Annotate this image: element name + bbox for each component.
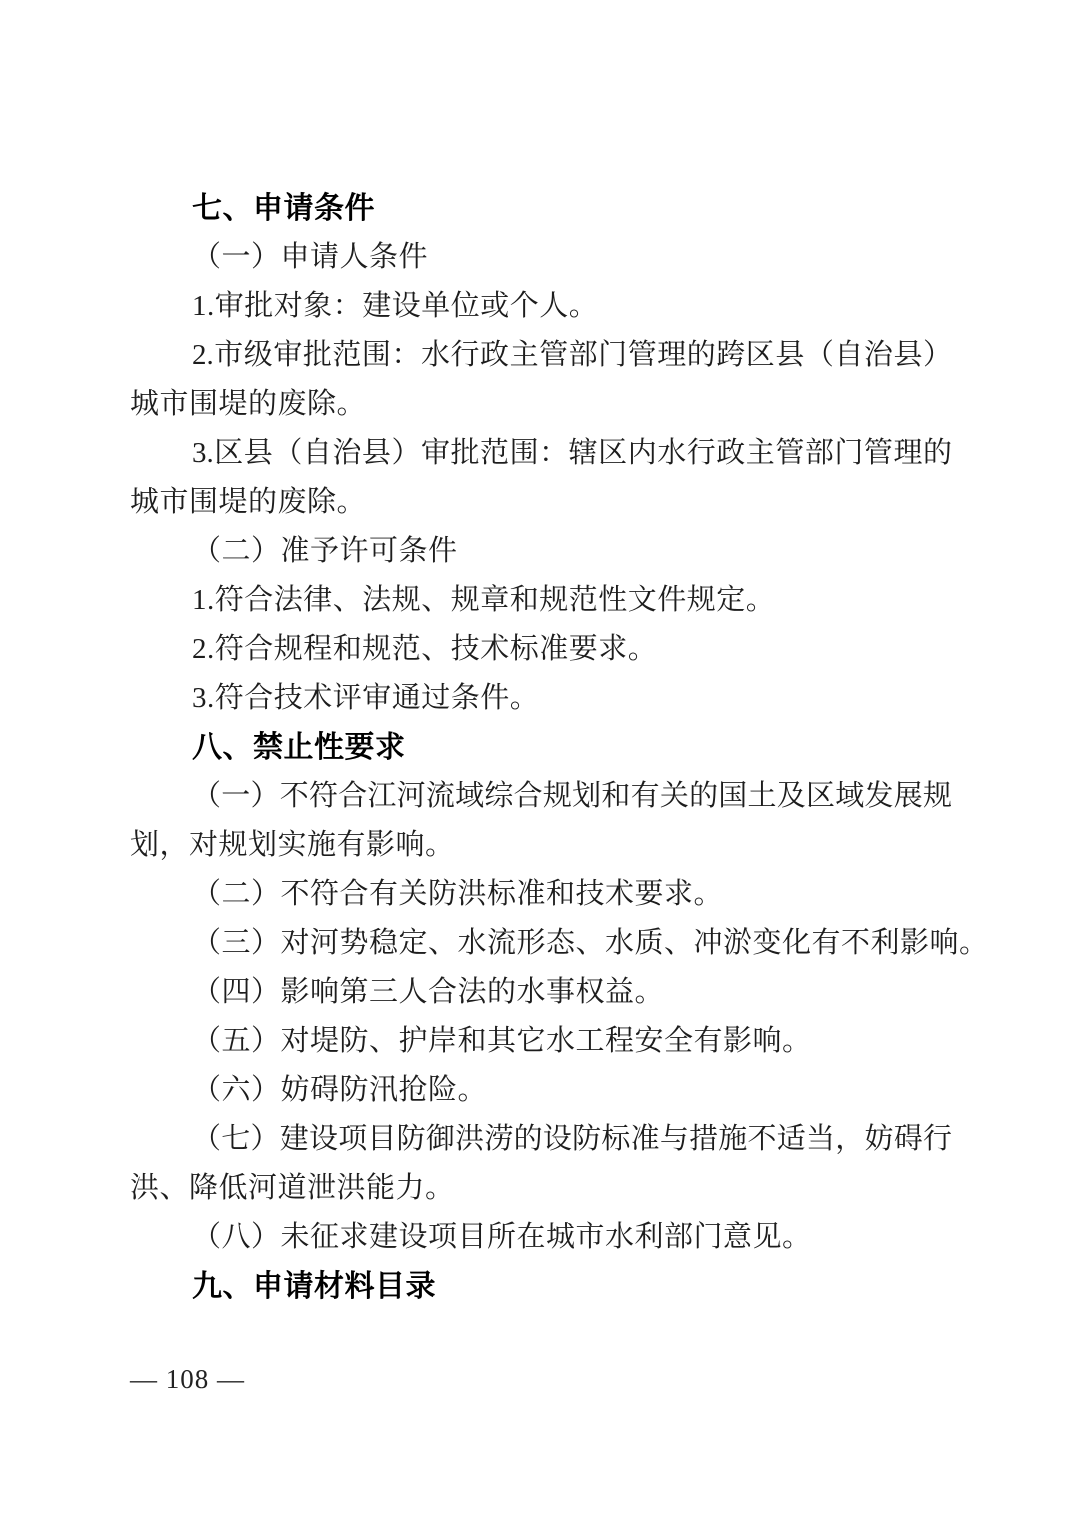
text-line: （五）对堤防、护岸和其它水工程安全有影响。 [192, 1025, 812, 1057]
text-line: 洪、降低河道泄洪能力。 [130, 1172, 455, 1204]
page-number: — 108 — [130, 1364, 245, 1394]
document-body [130, 184, 989, 1311]
section-heading: 七、申请条件 [192, 192, 375, 225]
text-line: 城市围堤的废除。 [130, 486, 367, 518]
text-line: （八）未征求建设项目所在城市水利部门意见。 [192, 1221, 812, 1253]
text-line: （三）对河势稳定、水流形态、水质、冲淤变化有不利影响。 [192, 927, 989, 959]
text-line: 划，对规划实施有影响。 [130, 829, 455, 861]
text-line: （一）不符合江河流域综合规划和有关的国土及区域发展规 [192, 780, 952, 812]
text-line: 3.区县（自治县）审批范围：辖区内水行政主管部门管理的 [192, 437, 952, 469]
text-line: （六）妨碍防汛抢险。 [192, 1074, 488, 1106]
text-line: 2.符合规程和规范、技术标准要求。 [192, 633, 658, 665]
text-line: （四）影响第三人合法的水事权益。 [192, 976, 665, 1008]
text-line: 城市围堤的废除。 [130, 388, 367, 420]
text-line: 1.符合法律、法规、规章和规范性文件规定。 [192, 584, 776, 616]
text-line: （一）申请人条件 [192, 241, 429, 273]
section-heading: 九、申请材料目录 [192, 1270, 436, 1303]
text-line: （二）准予许可条件 [192, 535, 458, 567]
section-heading: 八、禁止性要求 [192, 731, 406, 764]
text-line: （七）建设项目防御洪涝的设防标准与措施不适当，妨碍行 [192, 1123, 952, 1155]
text-line: 3.符合技术评审通过条件。 [192, 682, 540, 714]
text-line: 1.审批对象：建设单位或个人。 [192, 290, 599, 322]
text-line: （二）不符合有关防洪标准和技术要求。 [192, 878, 724, 910]
text-line: 2.市级审批范围：水行政主管部门管理的跨区县（自治县） [192, 339, 952, 371]
